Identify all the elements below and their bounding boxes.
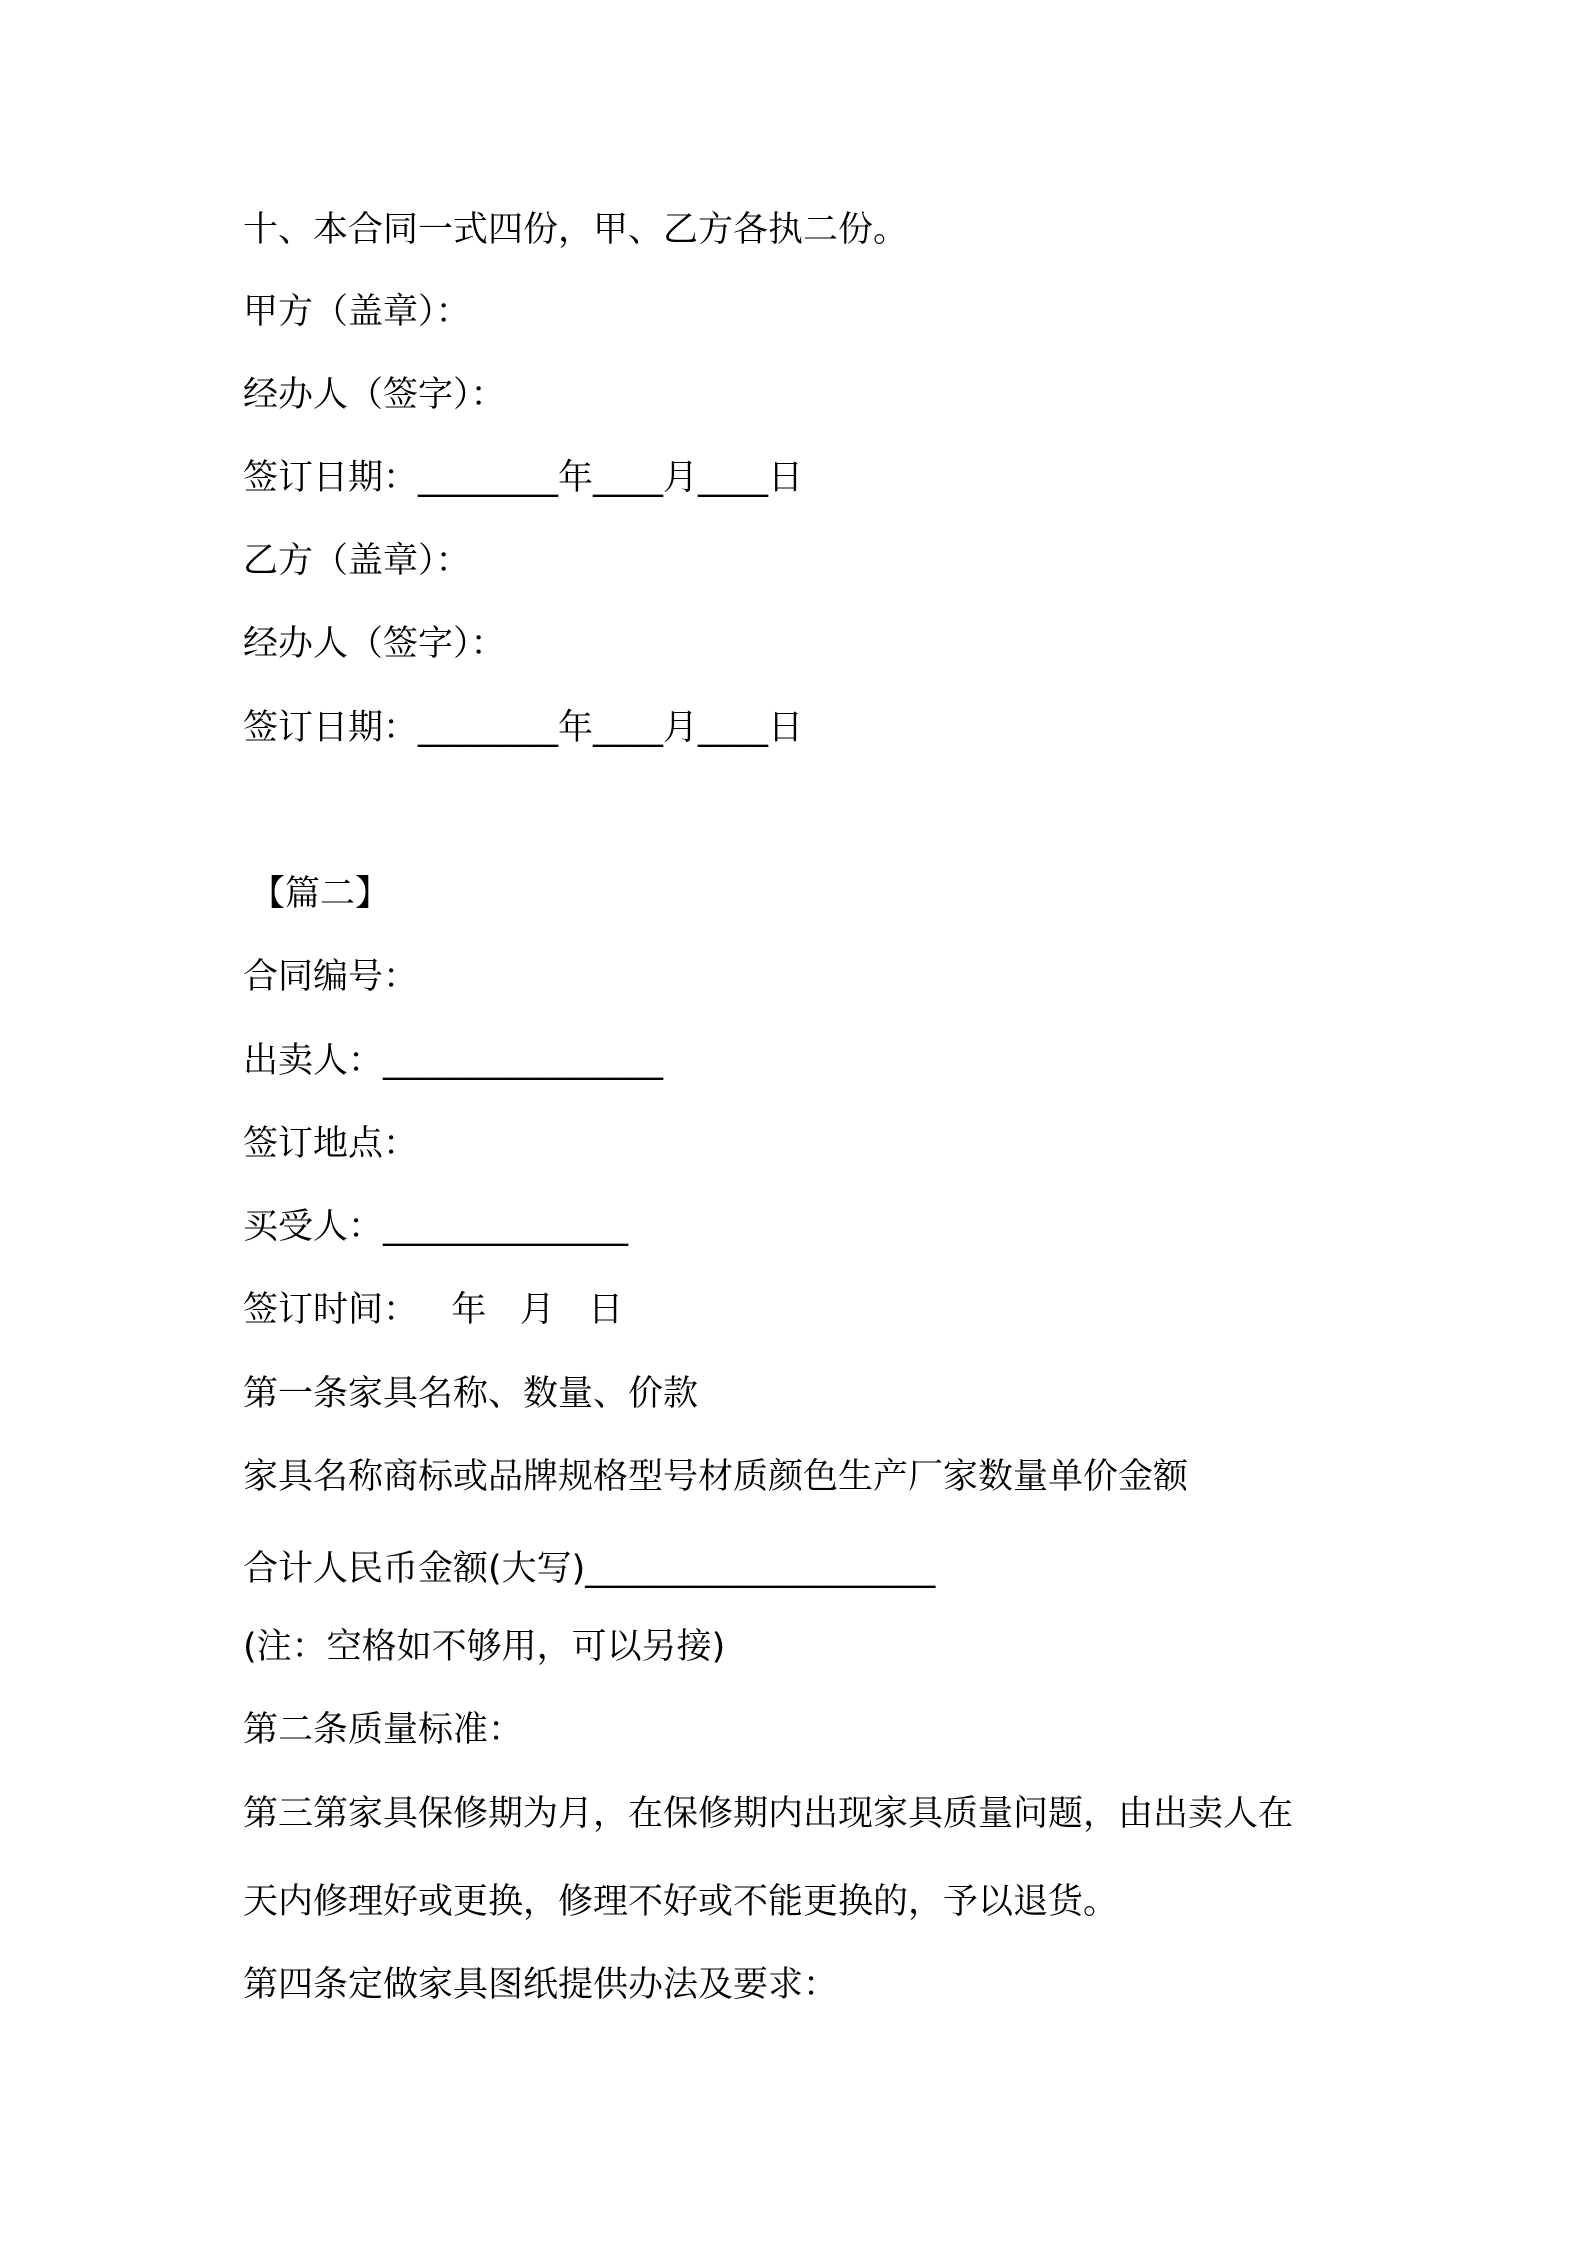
party-a-agent-signature-label: 经办人（签字）： bbox=[243, 375, 506, 415]
article-two-title: 第二条质量标准： bbox=[243, 1710, 524, 1750]
buyer-label: 买受人：______________ bbox=[243, 1207, 629, 1247]
clause-ten: 十、本合同一式四份，甲、乙方各执二份。 bbox=[243, 210, 909, 250]
party-a-sign-date: 签订日期：________年____月____日 bbox=[243, 458, 804, 498]
party-b-seal-label: 乙方（盖章）： bbox=[243, 541, 471, 581]
party-b-agent-signature-label: 经办人（签字）： bbox=[243, 624, 506, 664]
party-a-seal-label: 甲方（盖章）： bbox=[243, 292, 471, 332]
note-line: (注：空格如不够用，可以另接) bbox=[243, 1627, 726, 1667]
contract-number-label: 合同编号： bbox=[243, 957, 419, 997]
signing-place-label: 签订地点： bbox=[243, 1124, 419, 1164]
section-heading-part-two: 【篇二】 bbox=[250, 874, 391, 914]
seller-label: 出卖人：________________ bbox=[243, 1041, 664, 1081]
party-b-sign-date: 签订日期：________年____月____日 bbox=[243, 708, 804, 748]
article-three-line-two: 天内修理好或更换，修理不好或不能更换的，予以退货。 bbox=[243, 1882, 1119, 1922]
furniture-table-header: 家具名称商标或品牌规格型号材质颜色生产厂家数量单价金额 bbox=[243, 1457, 1189, 1497]
article-three-line-one: 第三第家具保修期为月，在保修期内出现家具质量问题，由出卖人在 bbox=[243, 1794, 1294, 1834]
article-one-title: 第一条家具名称、数量、价款 bbox=[243, 1374, 699, 1414]
signing-time-label: 签订时间： 年 月 日 bbox=[243, 1290, 624, 1330]
total-amount-label: 合计人民币金额(大写)____________________ bbox=[243, 1549, 936, 1589]
article-four-title: 第四条定做家具图纸提供办法及要求： bbox=[243, 1965, 839, 2005]
